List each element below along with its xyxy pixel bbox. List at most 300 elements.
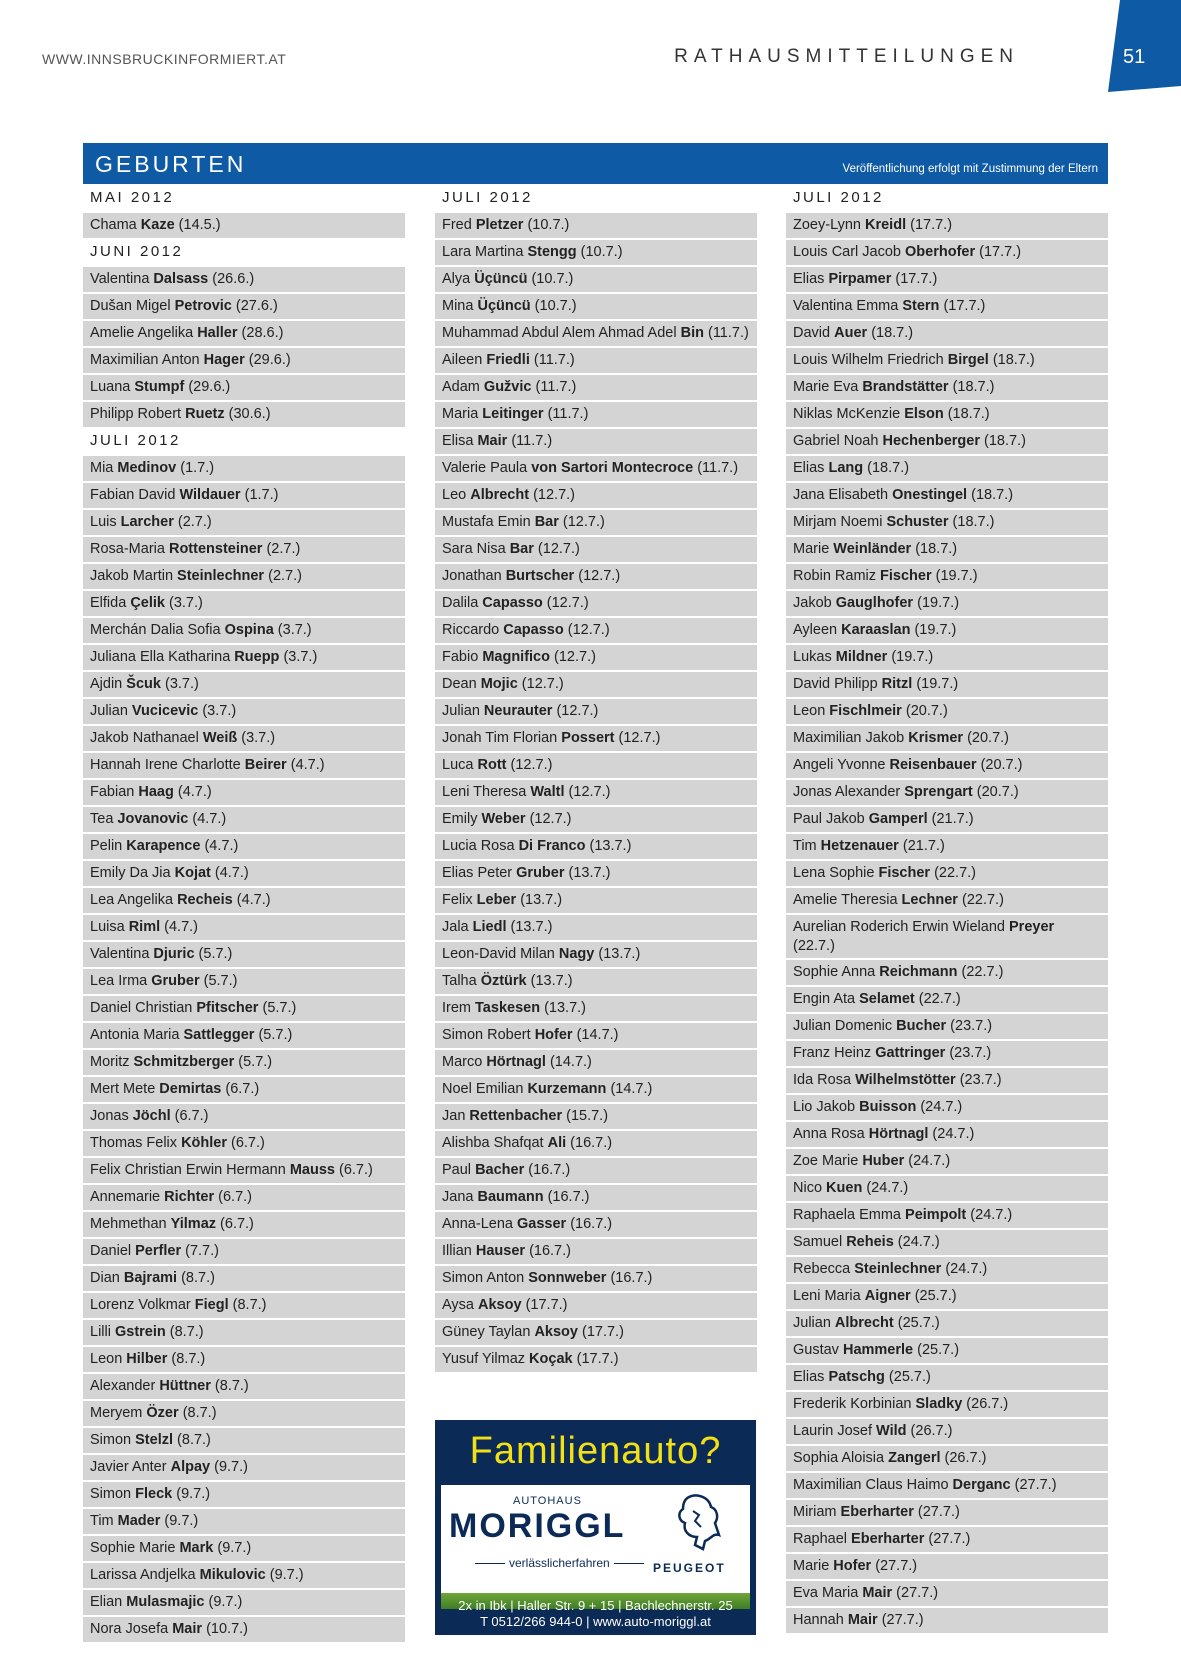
birth-date: (26.7.) [910, 1423, 953, 1439]
surname: Bin [680, 325, 704, 341]
first-names: Mustafa Emin [442, 514, 531, 530]
birth-entry [435, 1239, 757, 1264]
birth-date: (14.7.) [576, 1027, 619, 1043]
birth-entry [435, 456, 757, 481]
birth-entry [786, 1446, 1108, 1471]
first-names: Fabian David [90, 487, 176, 503]
birth-entry [83, 780, 405, 805]
site-url[interactable]: WWW.INNSBRUCKINFORMIERT.AT [42, 51, 287, 67]
first-names: Zoey-Lynn [793, 217, 861, 233]
first-names: Luana [90, 379, 131, 395]
first-names: Eva Maria [793, 1585, 859, 1601]
surname: Stern [902, 298, 940, 314]
month-heading: JULI 2012 [786, 186, 1108, 213]
first-names: Gustav [793, 1342, 839, 1358]
surname: Gruber [516, 865, 565, 881]
birth-entry [786, 1176, 1108, 1201]
first-names: Amelie Angelika [90, 325, 194, 341]
first-names: Dušan Migel [90, 298, 171, 314]
birth-entry [83, 1266, 405, 1291]
first-names: Meryem [90, 1405, 143, 1421]
birth-entry [83, 645, 405, 670]
birth-entry [83, 1104, 405, 1129]
surname: Richter [164, 1189, 215, 1205]
first-names: Annemarie [90, 1189, 161, 1205]
first-names: Elias [793, 1369, 825, 1385]
first-names: Mina [442, 298, 474, 314]
birth-entry [83, 591, 405, 616]
first-names: Elias [793, 460, 825, 476]
birth-date: (13.7.) [568, 865, 611, 881]
birth-entry [435, 888, 757, 913]
month-heading: JULI 2012 [435, 186, 757, 213]
first-names: Raphaela Emma [793, 1207, 901, 1223]
first-names: Maximilian Jakob [793, 730, 905, 746]
birth-entry [83, 1023, 405, 1048]
birth-date: (14.7.) [610, 1081, 653, 1097]
birth-entry [786, 1230, 1108, 1255]
birth-entry [83, 915, 405, 940]
birth-date: (14.5.) [178, 217, 221, 233]
surname: Bajrami [123, 1270, 178, 1286]
surname: Elson [904, 406, 944, 422]
birth-date: (12.7.) [554, 649, 596, 665]
birth-date: (22.7.) [918, 991, 961, 1007]
surname: Šcuk [126, 676, 161, 692]
banner-title: GEBURTEN [95, 151, 247, 177]
first-names: David [793, 325, 831, 341]
first-names: Leni Theresa [442, 784, 527, 800]
surname: Stengg [527, 244, 577, 260]
first-names: Laurin Josef [793, 1423, 872, 1439]
surname: Özer [146, 1405, 179, 1421]
surname: Gruber [151, 973, 200, 989]
surname: Larcher [120, 514, 174, 530]
first-names: Maximilian Claus Haimo [793, 1477, 949, 1493]
surname: Petrovic [174, 298, 232, 314]
birth-entry [83, 1185, 405, 1210]
birth-entry [435, 1185, 757, 1210]
surname: Gasser [516, 1216, 567, 1232]
surname: Demirtas [159, 1081, 222, 1097]
birth-entry [83, 618, 405, 643]
birth-date: (27.7.) [1014, 1477, 1057, 1493]
first-names: Juliana Ella Katharina [90, 649, 231, 665]
birth-date: (12.7.) [529, 811, 572, 827]
first-names: Lorenz Volkmar [90, 1297, 191, 1313]
section-title: RATHAUSMITTEILUNGEN [674, 46, 1019, 67]
birth-date: (16.7.) [547, 1189, 590, 1205]
first-names: Elfida [90, 595, 127, 611]
birth-entry [786, 1122, 1108, 1147]
birth-date: (9.7.) [214, 1459, 248, 1475]
first-names: Hannah Irene Charlotte [90, 757, 241, 773]
birth-entry [435, 375, 757, 400]
first-names: Larissa Andjelka [90, 1567, 196, 1583]
surname: Albrecht [834, 1315, 894, 1331]
birth-date: (17.7.) [895, 271, 938, 287]
first-names: Simon [90, 1486, 132, 1502]
surname: Ospina [224, 622, 274, 638]
surname: Wilhelmstötter [855, 1072, 956, 1088]
surname: Vucicevic [131, 703, 199, 719]
first-names: Jan [442, 1108, 466, 1124]
first-names: Samuel [793, 1234, 843, 1250]
birth-entry [786, 780, 1108, 805]
birth-entry [786, 429, 1108, 454]
birth-entry [786, 1257, 1108, 1282]
ad-autohaus-label: AUTOHAUS [513, 1495, 582, 1507]
surname: Rott [477, 757, 507, 773]
surname: Pirpamer [828, 271, 892, 287]
surname: Koçak [529, 1351, 573, 1367]
first-names: Alishba Shafqat [442, 1135, 544, 1151]
birth-entry [786, 888, 1108, 913]
birth-date: (12.7.) [521, 676, 564, 692]
first-names: Fred [442, 217, 472, 233]
first-names: Antonia Maria [90, 1027, 180, 1043]
birth-date: (12.7.) [537, 541, 580, 557]
surname: Mair [477, 433, 508, 449]
surname: Gauglhofer [835, 595, 914, 611]
first-names: Marco [442, 1054, 483, 1070]
surname: Preyer [1009, 919, 1055, 935]
birth-entry [786, 834, 1108, 859]
surname: Albrecht [470, 487, 530, 503]
birth-entry [83, 1455, 405, 1480]
birth-date: (26.7.) [966, 1396, 1009, 1412]
ad-address [435, 1598, 756, 1630]
birth-date: (11.7.) [511, 433, 553, 449]
first-names: Merchán Dalia Sofia [90, 622, 221, 638]
surname: Yilmaz [170, 1216, 217, 1232]
first-names: Dean [442, 676, 477, 692]
birth-date: (11.7.) [697, 460, 739, 476]
banner-note: Veröffentlichung erfolgt mit Zustimmung der Eltern [842, 163, 1098, 175]
first-names: Ajdin [90, 676, 123, 692]
surname: Beirer [244, 757, 287, 773]
birth-date: (11.7.) [547, 406, 589, 422]
first-names: Jana Elisabeth [793, 487, 889, 503]
birth-entry [83, 726, 405, 751]
surname: Possert [561, 730, 615, 746]
birth-entry [435, 267, 757, 292]
birth-entry [435, 1050, 757, 1075]
birth-entry [83, 375, 405, 400]
birth-date: (23.7.) [949, 1045, 992, 1061]
surname: Lechner [901, 892, 958, 908]
surname: Reisenbauer [889, 757, 977, 773]
surname: Çelik [130, 595, 165, 611]
first-names: Elias [793, 271, 825, 287]
first-names: Paul Jakob [793, 811, 865, 827]
birth-date: (4.7.) [164, 919, 198, 935]
birth-date: (4.7.) [236, 892, 271, 908]
birth-date: (16.7.) [528, 1162, 571, 1178]
surname: Capasso [482, 595, 543, 611]
surname: Ruetz [185, 406, 225, 422]
birth-date: (10.7.) [580, 244, 623, 260]
first-names: Jonah Tim Florian [442, 730, 558, 746]
birth-date: (25.7.) [888, 1369, 931, 1385]
birth-entry [83, 456, 405, 481]
surname: Fleck [135, 1486, 173, 1502]
birth-date: (18.7.) [915, 541, 958, 557]
birth-date: (9.7.) [164, 1513, 199, 1529]
birth-date: (13.7.) [520, 892, 563, 908]
surname: Üçüncü [477, 298, 531, 314]
first-names: Lea Angelika [90, 892, 174, 908]
first-names: Engin Ata [793, 991, 856, 1007]
first-names: Leon [90, 1351, 123, 1367]
birth-date: (2.7.) [268, 568, 302, 584]
birth-date: (20.7.) [980, 757, 1023, 773]
surname: Wild [876, 1423, 907, 1439]
birth-date: (8.7.) [232, 1297, 267, 1313]
surname: Gstrein [114, 1324, 166, 1340]
first-names: Alya [442, 271, 471, 287]
birth-date: (27.7.) [881, 1612, 924, 1628]
surname: Mair [847, 1612, 878, 1628]
first-names: Emily [442, 811, 478, 827]
surname: Bar [509, 541, 534, 557]
birth-date: (5.7.) [203, 973, 238, 989]
first-names: Niklas McKenzie [793, 406, 901, 422]
birth-date: (16.7.) [529, 1243, 571, 1259]
birth-entry [435, 402, 757, 427]
birth-entry [83, 1212, 405, 1237]
birth-entry [435, 294, 757, 319]
birth-entry [83, 510, 405, 535]
surname: Stelzl [135, 1432, 174, 1448]
first-names: Irem [442, 1000, 471, 1016]
first-names: Valentina [90, 946, 150, 962]
first-names: Maximilian Anton [90, 352, 200, 368]
birth-entry [435, 213, 757, 238]
first-names: Tim [793, 838, 817, 854]
first-names: Julian [793, 1315, 831, 1331]
birth-date: (17.7.) [576, 1351, 619, 1367]
first-names: Illian [442, 1243, 472, 1259]
first-names: Mirjam Noemi [793, 514, 883, 530]
birth-date: (18.7.) [947, 406, 990, 422]
birth-date: (6.7.) [218, 1189, 252, 1205]
surname: Sprengart [904, 784, 973, 800]
birth-date: (24.7.) [920, 1099, 963, 1115]
first-names: Jonathan [442, 568, 502, 584]
first-names: Anna Rosa [793, 1126, 865, 1142]
birth-date: (22.7.) [962, 892, 1004, 908]
surname: Mark [179, 1540, 214, 1556]
first-names: Jonas Alexander [793, 784, 901, 800]
surname: Fiegl [194, 1297, 229, 1313]
first-names: Fabio [442, 649, 479, 665]
surname: Hörtnagl [486, 1054, 546, 1070]
birth-date: (4.7.) [177, 784, 212, 800]
birth-entry [83, 1509, 405, 1534]
first-names: Louis Carl Jacob [793, 244, 901, 260]
first-names: Jakob [793, 595, 832, 611]
births-banner [83, 143, 1108, 184]
birth-entry [786, 1095, 1108, 1120]
birth-entry [435, 321, 757, 346]
birth-entry [786, 321, 1108, 346]
surname: Mauss [289, 1162, 335, 1178]
surname: Aksoy [478, 1297, 522, 1313]
birth-entry [83, 1131, 405, 1156]
birth-date: (22.7.) [793, 938, 835, 954]
birth-entry [786, 1284, 1108, 1309]
birth-date: (3.7.) [164, 676, 199, 692]
birth-date: (9.7.) [176, 1486, 211, 1502]
first-names: Marie [793, 541, 830, 557]
surname: Wildauer [179, 487, 241, 503]
first-names: Lio Jakob [793, 1099, 856, 1115]
surname: Friedli [486, 352, 530, 368]
surname: Oberhofer [905, 244, 976, 260]
birth-date: (6.7.) [174, 1108, 209, 1124]
birth-entry [83, 402, 405, 427]
ad-address-line-2: T 0512/266 944-0 | www.auto-moriggl.at [480, 1614, 711, 1629]
birth-date: (12.7.) [562, 514, 605, 530]
birth-date: (5.7.) [258, 1027, 293, 1043]
birth-date: (17.7.) [525, 1297, 568, 1313]
birth-date: (9.7.) [217, 1540, 252, 1556]
first-names: Nico [793, 1180, 823, 1196]
birth-entry [435, 483, 757, 508]
birth-entry [83, 699, 405, 724]
birth-entry [786, 294, 1108, 319]
birth-date: (27.7.) [875, 1558, 918, 1574]
surname: Mader [117, 1513, 161, 1529]
birth-date: (27.7.) [917, 1504, 960, 1520]
first-names: Alexander [90, 1378, 156, 1394]
birth-date: (3.7.) [283, 649, 318, 665]
birth-date: (8.7.) [214, 1378, 249, 1394]
birth-entry [786, 960, 1108, 985]
birth-date: (27.7.) [928, 1531, 971, 1547]
first-names: Güney Taylan [442, 1324, 531, 1340]
car-dealer-ad[interactable] [435, 1420, 756, 1635]
first-names: Aysa [442, 1297, 474, 1313]
birth-date: (17.7.) [979, 244, 1022, 260]
birth-entry [435, 240, 757, 265]
birth-entry [83, 807, 405, 832]
birth-date: (13.7.) [510, 919, 553, 935]
birth-date: (23.7.) [959, 1072, 1002, 1088]
surname: Fischlmeir [829, 703, 902, 719]
birth-entry [786, 402, 1108, 427]
birth-entry [83, 1374, 405, 1399]
surname: Hauser [475, 1243, 526, 1259]
birth-entry [83, 1590, 405, 1615]
surname: Steinlechner [177, 568, 265, 584]
surname: Hofer [534, 1027, 573, 1043]
birth-date: (19.7.) [935, 568, 978, 584]
first-names: Tim [90, 1513, 114, 1529]
birth-date: (24.7.) [908, 1153, 951, 1169]
surname: Gužvic [483, 379, 532, 395]
birth-date: (26.6.) [212, 271, 255, 287]
surname: Leber [476, 892, 517, 908]
birth-entry [435, 1104, 757, 1129]
first-names: Jakob Nathanael [90, 730, 199, 746]
surname: Eberharter [840, 1504, 914, 1520]
birth-date: (11.7.) [533, 352, 575, 368]
birth-entry [83, 483, 405, 508]
first-names: Pelin [90, 838, 123, 854]
birth-entry [83, 348, 405, 373]
first-names: Leo [442, 487, 467, 503]
birth-date: (3.7.) [241, 730, 276, 746]
birth-entry [786, 1014, 1108, 1039]
birth-date: (12.7.) [578, 568, 621, 584]
surname: Aksoy [534, 1324, 578, 1340]
first-names: Valentina Emma [793, 298, 899, 314]
surname: Capasso [503, 622, 564, 638]
first-names: Talha [442, 973, 477, 989]
birth-date: (4.7.) [290, 757, 325, 773]
birth-date: (12.7.) [533, 487, 576, 503]
first-names: Dalila [442, 595, 479, 611]
birth-date: (22.7.) [961, 964, 1004, 980]
first-names: Simon Robert [442, 1027, 531, 1043]
birth-entry [786, 537, 1108, 562]
surname: Waltl [530, 784, 565, 800]
birth-date: (16.7.) [610, 1270, 653, 1286]
first-names: Maria [442, 406, 479, 422]
birth-entry [83, 1617, 405, 1642]
first-names: Sara Nisa [442, 541, 506, 557]
first-names: Jana [442, 1189, 474, 1205]
birth-entry [435, 591, 757, 616]
first-names: Thomas Felix [90, 1135, 178, 1151]
first-names: Felix [442, 892, 473, 908]
birth-date: (3.7.) [202, 703, 237, 719]
first-names: Julian [90, 703, 128, 719]
first-names: Valerie Paula [442, 460, 528, 476]
birth-entry [83, 888, 405, 913]
birth-date: (8.7.) [171, 1351, 206, 1367]
surname: Hammerle [842, 1342, 914, 1358]
birth-entry [83, 1401, 405, 1426]
birth-entry [786, 510, 1108, 535]
birth-date: (4.7.) [192, 811, 227, 827]
first-names: Emily Da Jia [90, 865, 171, 881]
birth-date: (29.6.) [188, 379, 231, 395]
birth-entry [786, 672, 1108, 697]
ad-headline: Familienauto? [469, 1430, 722, 1472]
birth-entry [435, 429, 757, 454]
birth-entry [786, 753, 1108, 778]
birth-date: (24.7.) [866, 1180, 909, 1196]
birth-entry [83, 1050, 405, 1075]
first-names: Marie Eva [793, 379, 859, 395]
first-names: Felix Christian Erwin Hermann [90, 1162, 286, 1178]
birth-date: (13.7.) [544, 1000, 587, 1016]
ad-peugeot-label: PEUGEOT [653, 1561, 726, 1575]
birth-entry [786, 1473, 1108, 1498]
birth-date: (24.7.) [970, 1207, 1013, 1223]
birth-date: (10.7.) [206, 1621, 248, 1637]
birth-date: (1.7.) [244, 487, 279, 503]
birth-entry [786, 1311, 1108, 1336]
ad-address-line-1: 2x in Ibk | Haller Str. 9 + 15 | Bachlechnerstr. 25 [458, 1598, 733, 1613]
birth-date: (20.7.) [967, 730, 1010, 746]
first-names: Fabian [90, 784, 135, 800]
surname: Burtscher [505, 568, 575, 584]
surname: Ruepp [234, 649, 280, 665]
